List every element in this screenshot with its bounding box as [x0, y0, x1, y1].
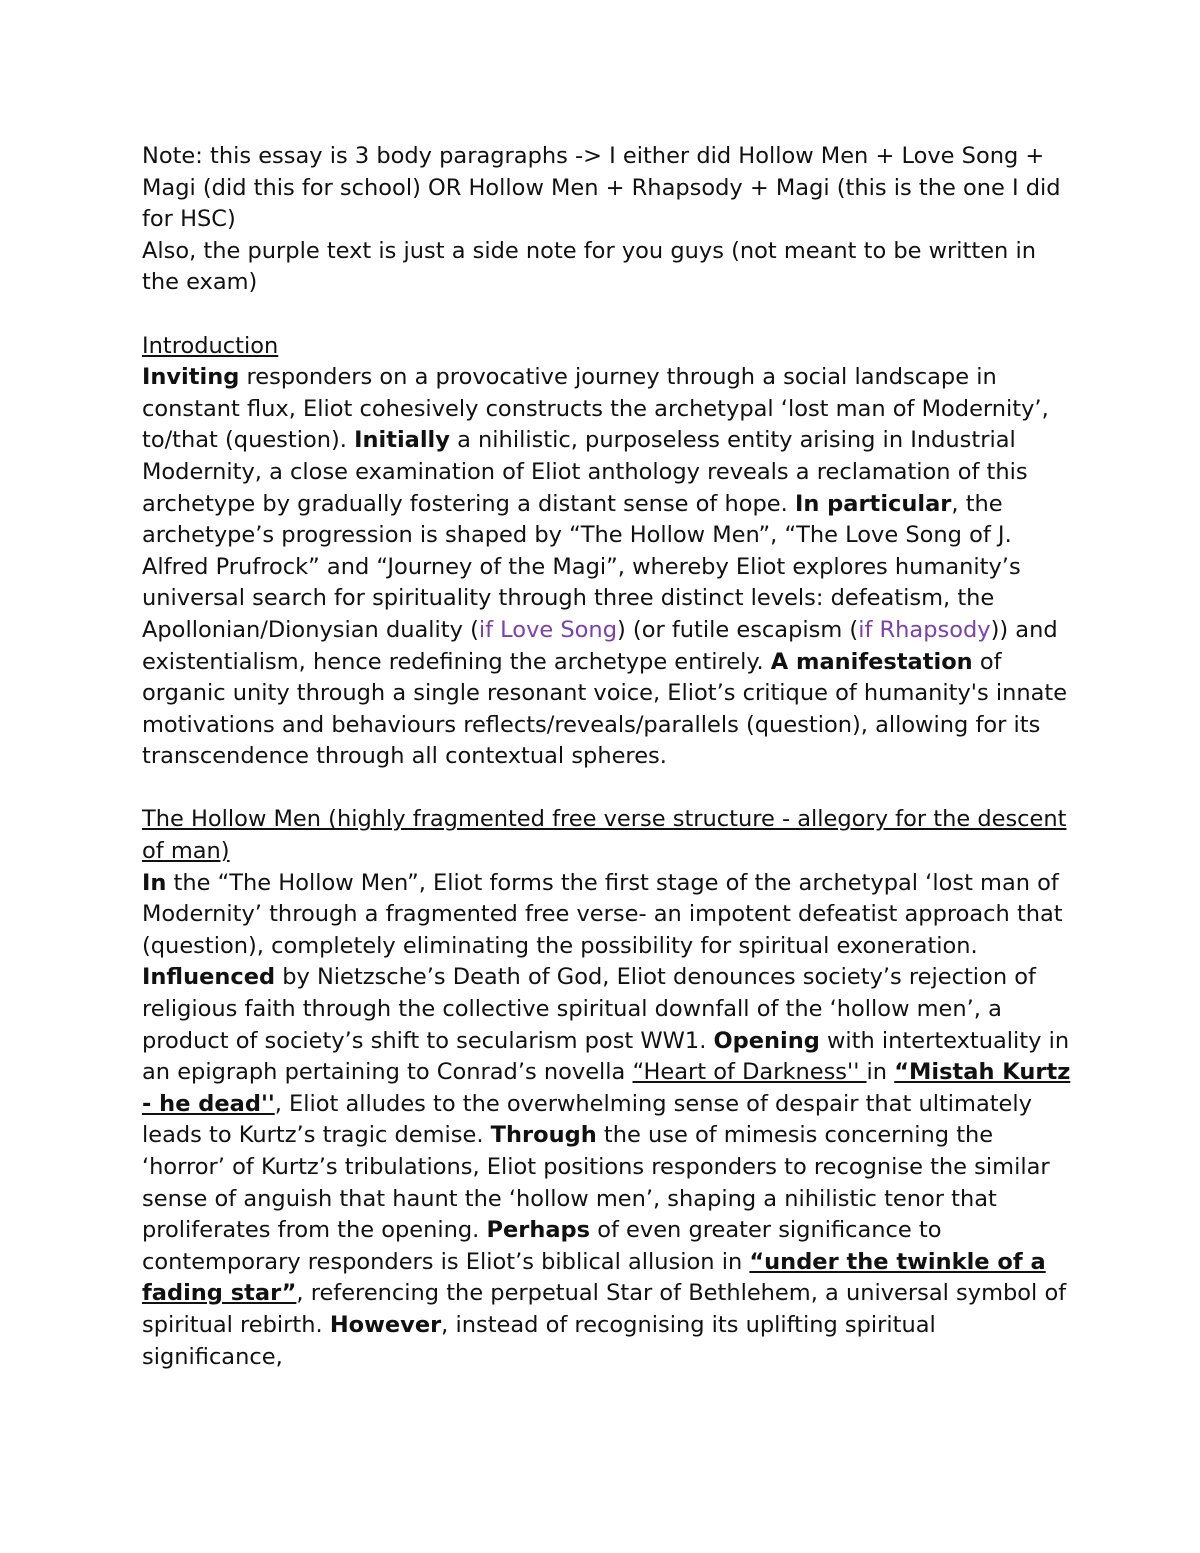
intro-text-2: a nihilistic, purposeless entity arising in Industrial Modernity, a close examination of Eliot anthology reveals a reclamation of this archetype by gradually fostering a distant sense of hope.	[142, 427, 1028, 517]
hollow-text-3: with intertextuality in an epigraph pertaining to Conrad’s novella	[142, 1027, 1070, 1086]
hollow-bold-influenced: Influenced	[142, 964, 276, 991]
intro-bold-a-manifestation: A manifestation	[770, 648, 973, 675]
heart-of-darkness-title: “Heart of Darkness''	[632, 1059, 867, 1086]
hollow-bold-in: In	[142, 869, 167, 896]
side-note-love-song: if Love Song	[478, 616, 617, 643]
side-note-rhapsody: if Rhapsody	[858, 616, 991, 643]
intro-text-3: , the archetype’s progression is shaped by “The Hollow Men”, “The Love Song of J. Alfred Prufrock” and “Journey of the Magi”, whereby Eliot explores humanity’s universal search for spirituality through three distinct levels: defeatism, the Apollonian/Dionysian duality (	[142, 490, 1021, 643]
hollow-men-heading: The Hollow Men (highly fragmented free verse structure - allegory for the descent of man)	[142, 806, 1067, 865]
quote-fading-star: “under the twinkle of a fading star”	[142, 1248, 1046, 1307]
blank-line	[142, 299, 1072, 331]
quote-mistah-kurtz: “Mistah Kurtz - he dead''	[142, 1059, 1071, 1117]
hollow-text-7: of even greater significance to contemporary responders is Eliot’s biblical allusion in	[142, 1217, 942, 1275]
hollow-bold-opening: Opening	[713, 1027, 820, 1054]
intro-text-5: )) and existentialism, hence redefining the archetype entirely.	[142, 616, 1058, 675]
document-page	[142, 141, 1072, 1373]
introduction-paragraph	[142, 362, 1072, 773]
hollow-men-paragraph	[142, 868, 1072, 1374]
note-line-2: Also, the purple text is just a side note for you guys (not meant to be written in the exam)	[142, 237, 1036, 296]
intro-text-1: responders on a provocative journey through a social landscape in constant flux, Eliot cohesively constructs the archetypal ‘lost man of Modernity’, to/that (question).	[142, 364, 1049, 454]
intro-text-6: of organic unity through a single resonant voice, Eliot’s critique of humanity's innate motivations and behaviours reflects/reveals/parallels (question), allowing for its transcendence through all contextual spheres.	[142, 648, 1068, 770]
hollow-bold-perhaps: Perhaps	[486, 1217, 591, 1244]
hollow-text-9: , instead of recognising its uplifting spiritual significance,	[142, 1311, 936, 1370]
intro-bold-in-particular: In particular	[794, 490, 952, 517]
hollow-text-1: the “The Hollow Men”, Eliot forms the first stage of the archetypal ‘lost man of Modernity’ through a fragmented free verse- an impotent defeatist approach that (question), completely eliminating the possibility for spiritual exoneration.	[142, 869, 1063, 959]
hollow-text-2: by Nietzsche’s Death of God, Eliot denounces society’s rejection of religious faith through the collective spiritual downfall of the ‘hollow men’, a product of society’s shift to secularism post WW1.	[142, 964, 1036, 1054]
hollow-text-5: , Eliot alludes to the overwhelming sense of despair that ultimately leads to Kurtz’s tragic demise.	[142, 1090, 1032, 1149]
hollow-text-8: , referencing the perpetual Star of Bethlehem, a universal symbol of spiritual rebirth.	[142, 1280, 1067, 1338]
hollow-bold-through: Through	[490, 1122, 597, 1149]
introduction-heading: Introduction	[142, 332, 279, 359]
intro-bold-initially: Initially	[354, 427, 450, 454]
note-line-1: Note: this essay is 3 body paragraphs -> I either did Hollow Men + Love Song + Magi (did this for school) OR Hollow Men + Rhapsody + Magi (this is the one I did for HSC)	[142, 143, 1061, 233]
hollow-text-4: in	[866, 1059, 895, 1086]
hollow-text-6: the use of mimesis concerning the ‘horror’ of Kurtz’s tribulations, Eliot positions responders to recognise the similar sense of anguish that haunt the ‘hollow men’, shaping a nihilistic tenor that proliferates from the opening.	[142, 1122, 1050, 1244]
blank-line	[142, 773, 1072, 805]
hollow-bold-however: However	[329, 1311, 442, 1338]
intro-text-4: ) (or futile escapism (	[616, 616, 859, 643]
intro-bold-inviting: Inviting	[142, 364, 240, 391]
